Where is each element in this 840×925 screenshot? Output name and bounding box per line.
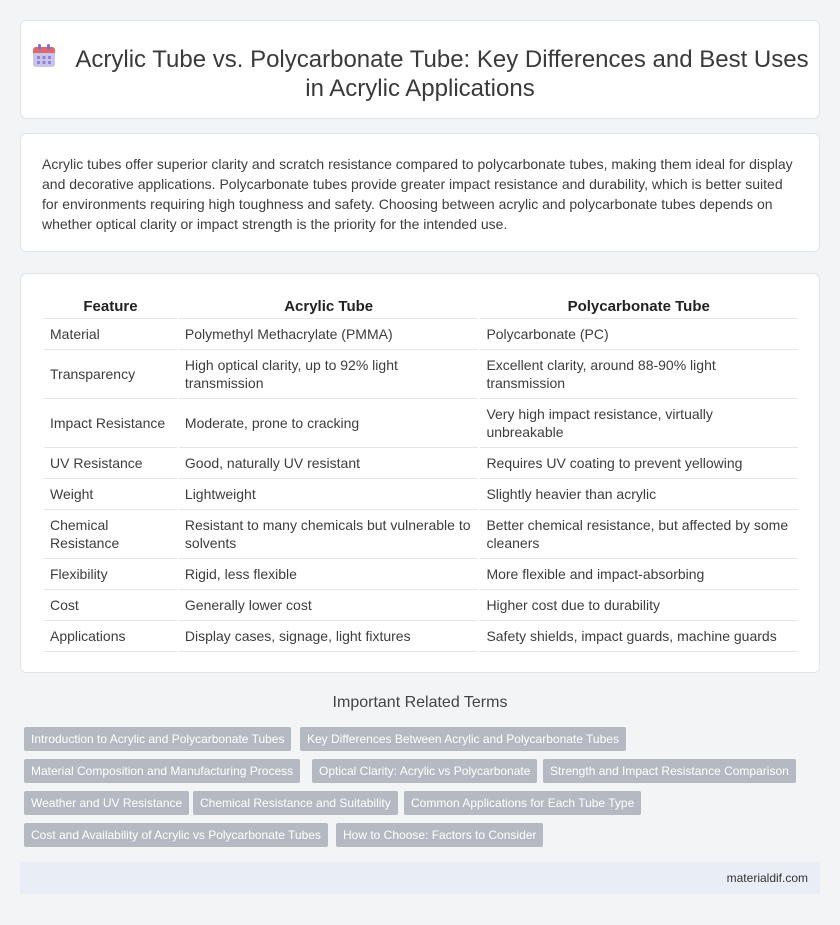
footer-bar [20,862,820,894]
polycarbonate-cell: Safety shields, impact guards, machine guards [479,620,798,651]
table-row [43,478,798,509]
feature-cell: Impact Resistance [43,398,178,447]
column-header-acrylic: Acrylic Tube [178,296,480,318]
table-row [43,349,798,398]
acrylic-cell: Good, naturally UV resistant [178,447,480,478]
polycarbonate-cell: Excellent clarity, around 88-90% light transmission [479,349,798,398]
column-header-feature: Feature [43,296,178,318]
polycarbonate-cell: More flexible and impact-absorbing [479,558,798,589]
table-row [43,509,798,558]
feature-cell: UV Resistance [43,447,178,478]
feature-cell: Flexibility [43,558,178,589]
related-term-tag[interactable]: Chemical Resistance and Suitability [193,791,398,815]
related-terms-title: Important Related Terms [332,694,508,711]
polycarbonate-cell: Higher cost due to durability [479,589,798,620]
related-term-tag[interactable]: Optical Clarity: Acrylic vs Polycarbonate [312,759,537,783]
acrylic-cell: High optical clarity, up to 92% light transmission [178,349,480,398]
feature-cell: Transparency [43,349,178,398]
polycarbonate-cell: Very high impact resistance, virtually unbreakable [479,398,798,447]
related-term-tag[interactable]: Weather and UV Resistance [24,791,189,815]
feature-cell: Chemical Resistance [43,509,178,558]
acrylic-cell: Polymethyl Methacrylate (PMMA) [178,318,480,349]
related-term-tag[interactable]: Introduction to Acrylic and Polycarbonate Tubes [24,727,291,751]
comparison-table [42,296,798,652]
polycarbonate-cell: Requires UV coating to prevent yellowing [479,447,798,478]
related-term-tag[interactable]: Cost and Availability of Acrylic vs Polycarbonate Tubes [24,823,328,847]
intro-card [20,133,820,252]
table-row [43,447,798,478]
polycarbonate-cell: Slightly heavier than acrylic [479,478,798,509]
table-row [43,620,798,651]
related-term-tag[interactable]: How to Choose: Factors to Consider [336,823,543,847]
calendar-icon [31,43,57,69]
acrylic-cell: Generally lower cost [178,589,480,620]
table-row [43,589,798,620]
comparison-card [20,273,820,673]
intro-paragraph: Acrylic tubes offer superior clarity and scratch resistance compared to polycarbonate tubes, making them ideal for display and decorative applications. Polycarbonate tubes provide greater impact resistance and durability, which is better suited for environments requiring high toughness and safety. Choosing between acrylic and polycarbonate tubes depends on whether optical clarity or impact strength is the priority for the intended use. [42,156,793,232]
title-card [20,20,820,119]
related-term-tag[interactable]: Strength and Impact Resistance Comparison [543,759,796,783]
feature-cell: Cost [43,589,178,620]
related-term-tag[interactable]: Common Applications for Each Tube Type [404,791,641,815]
table-row [43,558,798,589]
acrylic-cell: Moderate, prone to cracking [178,398,480,447]
acrylic-cell: Lightweight [178,478,480,509]
table-row [43,398,798,447]
feature-cell: Applications [43,620,178,651]
feature-cell: Weight [43,478,178,509]
acrylic-cell: Display cases, signage, light fixtures [178,620,480,651]
polycarbonate-cell: Polycarbonate (PC) [479,318,798,349]
page-title-text: Acrylic Tube vs. Polycarbonate Tube: Key Differences and Best Uses in Acrylic Applications [75,46,809,102]
related-term-tag[interactable]: Material Composition and Manufacturing Process [24,759,300,783]
column-header-polycarbonate: Polycarbonate Tube [479,296,798,318]
related-term-tag[interactable]: Key Differences Between Acrylic and Polycarbonate Tubes [300,727,626,751]
table-row [43,318,798,349]
acrylic-cell: Resistant to many chemicals but vulnerable to solvents [178,509,480,558]
table-header-row [43,296,798,318]
acrylic-cell: Rigid, less flexible [178,558,480,589]
footer-site-name: materialdif.com [726,871,808,885]
feature-cell: Material [43,318,178,349]
page-title [21,43,819,103]
polycarbonate-cell: Better chemical resistance, but affected by some cleaners [479,509,798,558]
